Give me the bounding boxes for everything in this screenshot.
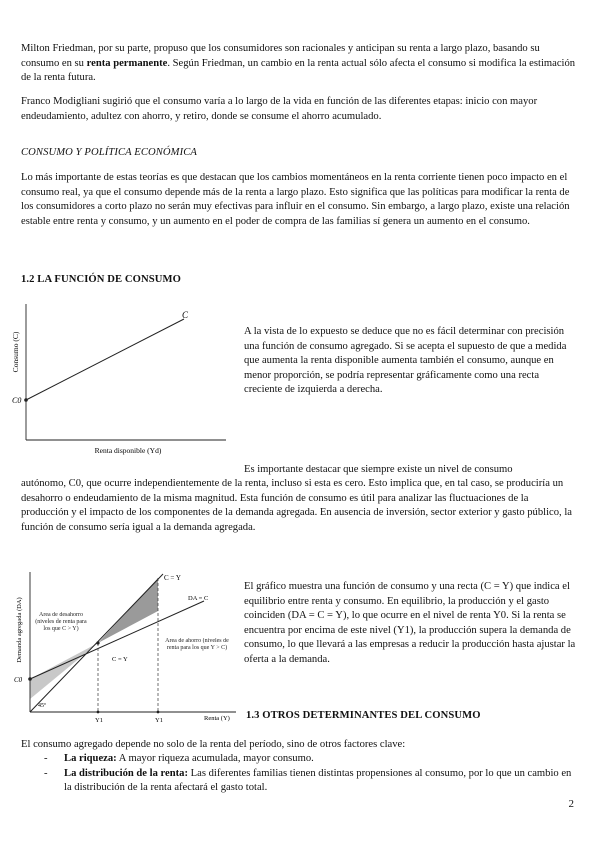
paragraph-modigliani: Franco Modigliani sugirió que el consumo varía a lo largo de la vida en función de las diferentes etapas: inicio con mayor endeudamiento, adultez con ahorro, y retiro, donde se consume el ahorro acumulado. — [21, 96, 538, 122]
intercept-point — [24, 398, 28, 402]
paragraph-consumo-politica: Lo más importante de estas teorías es que destacan que los cambios momentáneos en la renta corriente tienen poco impacto en el consumo real, ya que el consumo depende más de la renta a largo plazo. Esto significa que las políticas para modificar la renta de los consumidores a corto plazo no serán muy efectivas para influir en el consumo. Sin embargo, a largo plazo, existe una relación estable entre renta y consumo, y un aumento en el poder de compra de las familias sí genera un aumento en el consumo. — [21, 172, 570, 227]
section-title-consumo-politica: CONSUMO Y POLÍTICA ECONÓMICA — [21, 147, 197, 158]
tick-point-y1 — [157, 711, 160, 714]
list-item — [44, 767, 576, 796]
paragraph-equilibrio: El gráfico muestra una función de consumo y una recta (C = Y) que indica el equilibrio entre renta y consumo. En equilibrio, la producción y el gasto coinciden (DA = C = Y), lo que ocurre en el nivel de renta Y0. Si la renta se encuentra por encima de este nivel (Y1), la producción supera la demanda de consumo, lo que llevará a las empresas a reducir la producción hasta ajustar la oferta a la demanda. — [244, 581, 576, 665]
angle-label: 45º — [38, 703, 46, 709]
line-da-label: DA = C — [188, 595, 209, 602]
intersection-label: C = Y — [112, 656, 128, 663]
section-title-otros-determinantes: 1.3 OTROS DETERMINANTES DEL CONSUMO — [246, 710, 481, 721]
list-dash: - — [44, 753, 48, 764]
paragraph-autonomo-first-line: Es importante destacar que siempre existe un nivel de consumo — [244, 464, 513, 475]
tick-point-y0 — [97, 711, 100, 714]
dissaving-area-label: Área de desahorro (niveles de renta para los que C > Y) — [35, 612, 87, 632]
intercept-label: C0 — [12, 396, 22, 405]
tick-label-y0: Y1 — [95, 717, 103, 724]
list-item-text: Las diferentes familias tienen distintas propensiones al consumo, por lo que un cambio en la distribución de la renta afectará el gasto total. — [64, 767, 572, 794]
intercept-point — [28, 677, 32, 681]
intercept-label: C0 — [14, 676, 23, 684]
paragraph-funcion-side: A la vista de lo expuesto se deduce que no es fácil determinar con precisión una función de consumo agregado. Si se acepta el supuesto de que a medida que aumenta la renta disponible aumenta también el consumo, aunque en menor proporción, se podría representar gráficamente como una recta creciente de izquierda a derecha. — [244, 326, 567, 396]
page-number: 2 — [568, 798, 574, 810]
tick-label-y1: Y1 — [155, 717, 163, 724]
paragraph-otros-intro: El consumo agregado depende no solo de la renta del período, sino de otros factores clave: — [21, 739, 406, 750]
determinants-list — [44, 752, 576, 796]
renta-permanente-term: renta permanente — [86, 57, 168, 69]
saving-area-label: Área de ahorro (niveles de renta para los que Y > C) — [165, 638, 229, 651]
paragraph-friedman — [21, 42, 577, 86]
line-label-c: C — [182, 310, 189, 320]
x-axis-label: Renta (Y) — [204, 715, 230, 722]
paragraph-friedman-text: Milton Friedman, por su parte, propuso que los consumidores son racionales y anticipan su renta a largo plazo, basando su consumo en su — [21, 43, 540, 69]
equilibrium-point — [96, 641, 99, 644]
paragraph-friedman-text-end: . Según Friedman, un cambio en la renta actual sólo afecta el consumo si modifica la estimación de la renta futura. — [21, 57, 576, 84]
list-dash: - — [44, 767, 48, 779]
list-item — [44, 752, 576, 767]
x-axis-label: Renta disponible (Yd) — [94, 446, 162, 455]
consumption-function-figure — [8, 300, 230, 458]
dissaving-area-label-box — [34, 612, 88, 660]
consumption-line — [26, 319, 184, 400]
saving-area-label-box — [164, 638, 230, 678]
line-45-label: C = Y — [164, 574, 181, 582]
y-axis-label: Consumo (C) — [11, 331, 20, 373]
demand-equilibrium-figure — [8, 566, 240, 726]
list-item-term: La riqueza: — [64, 753, 117, 764]
paragraph-autonomo: autónomo, C0, que ocurre independientemente de la renta, incluso si esta es cero. Esto implica que, en tal caso, se produciría un desahorro o endeudamiento de la misma magnitud. Esta función de consumo es útil para analizar las fluctuaciones de la producción y el impacto de los componentes de la demanda agregada. En ausencia de inversión, sector exterior y gasto público, la función de consumo sería igual a la demanda agregada. — [21, 478, 572, 533]
list-item-text: A mayor riqueza acumulada, mayor consumo. — [116, 753, 314, 764]
y-axis-label: Demanda agregada (DA) — [16, 597, 23, 663]
section-title-funcion-consumo: 1.2 LA FUNCIÓN DE CONSUMO — [21, 274, 181, 285]
list-item-term: La distribución de la renta: — [64, 767, 188, 779]
